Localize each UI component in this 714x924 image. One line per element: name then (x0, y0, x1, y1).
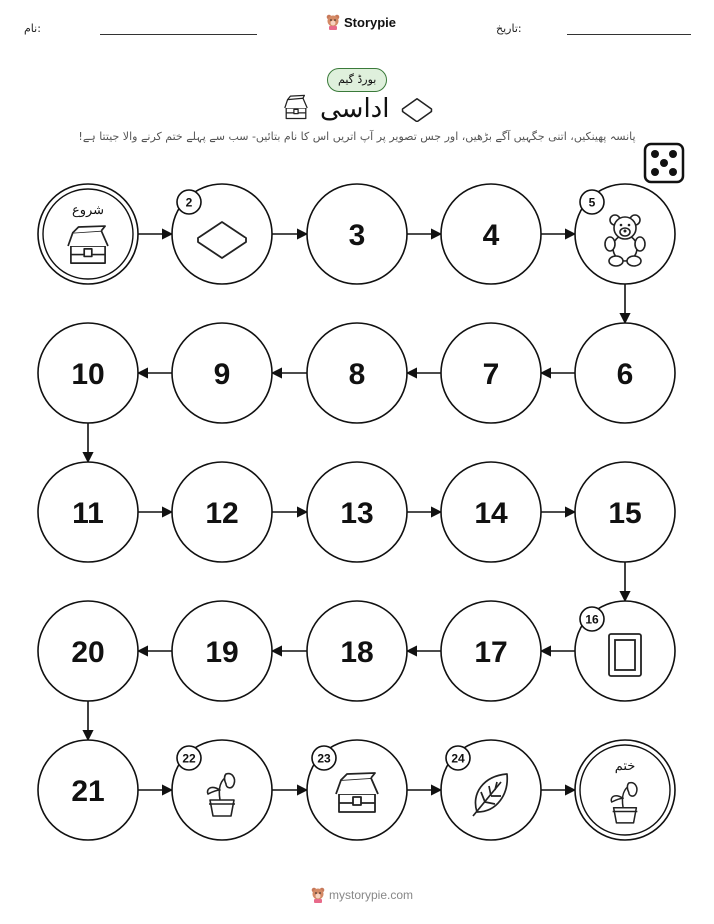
space-number: 3 (348, 219, 366, 252)
date-label: تاریخ: (496, 22, 522, 35)
space-number: 24 (451, 751, 465, 766)
space-number: 11 (72, 497, 104, 530)
board-space-19 (172, 601, 272, 701)
board-space-24 (441, 740, 541, 840)
picture-frame-icon (609, 634, 641, 676)
board-space-17 (441, 601, 541, 701)
space-number: 19 (205, 636, 239, 669)
finish-label: ختم (614, 758, 636, 773)
finish-space (575, 740, 675, 840)
treasure-chest-icon (68, 226, 108, 263)
space-number: 14 (474, 497, 508, 530)
instructions-text: پانسہ پھینکیں، اتنی جگہیں آگے بڑھیں، اور جس تصویر پر آپ اتریں اس کا نام بتائیں- سب سے پہلے ختم کرنے والا جیتتا ہے! (78, 130, 636, 143)
board-space-5 (575, 184, 675, 284)
teddy-bear-icon (605, 215, 645, 266)
board-space-14 (441, 462, 541, 562)
board-space-6 (575, 323, 675, 423)
board-space-22 (172, 740, 272, 840)
board-space-13 (307, 462, 407, 562)
board-space-16 (575, 601, 675, 701)
space-number: 21 (71, 775, 105, 808)
start-space (38, 184, 138, 284)
board-space-18 (307, 601, 407, 701)
start-label: شروع (71, 202, 105, 217)
board-space-4 (441, 184, 541, 284)
board-space-20 (38, 601, 138, 701)
space-number: 15 (608, 497, 642, 530)
bear-mascot-icon (311, 887, 325, 903)
board-space-11 (38, 462, 138, 562)
space-number: 7 (482, 358, 500, 391)
board-space-7 (441, 323, 541, 423)
space-number: 2 (185, 195, 193, 210)
space-number: 17 (474, 636, 508, 669)
brand-name: Storypie (344, 14, 397, 30)
space-number: 12 (205, 497, 239, 530)
board-space-9 (172, 323, 272, 423)
space-number: 23 (317, 751, 331, 766)
board-space-23 (307, 740, 407, 840)
space-number: 4 (482, 219, 500, 252)
treasure-chest-icon (336, 773, 378, 812)
board-space-12 (172, 462, 272, 562)
space-number: 22 (182, 751, 196, 766)
space-number: 5 (588, 195, 596, 210)
board-game-badge: بورڈ گیم (327, 68, 387, 92)
space-number: 10 (71, 358, 105, 391)
space-number: 20 (71, 636, 105, 669)
space-number: 6 (616, 358, 634, 391)
board-space-3 (307, 184, 407, 284)
footer-logo (311, 887, 413, 903)
board-space-21 (38, 740, 138, 840)
space-number: 18 (340, 636, 374, 669)
board-space-2 (172, 184, 272, 284)
space-number: 16 (585, 612, 599, 627)
board-space-8 (307, 323, 407, 423)
footer-url[interactable]: mystorypie.com (329, 888, 414, 902)
space-number: 9 (213, 358, 231, 391)
board-space-15 (575, 462, 675, 562)
space-number: 13 (340, 497, 374, 530)
space-number: 8 (348, 358, 366, 391)
page-title: اداسی (320, 94, 390, 124)
board-space-10 (38, 323, 138, 423)
name-label: نام: (24, 22, 41, 35)
